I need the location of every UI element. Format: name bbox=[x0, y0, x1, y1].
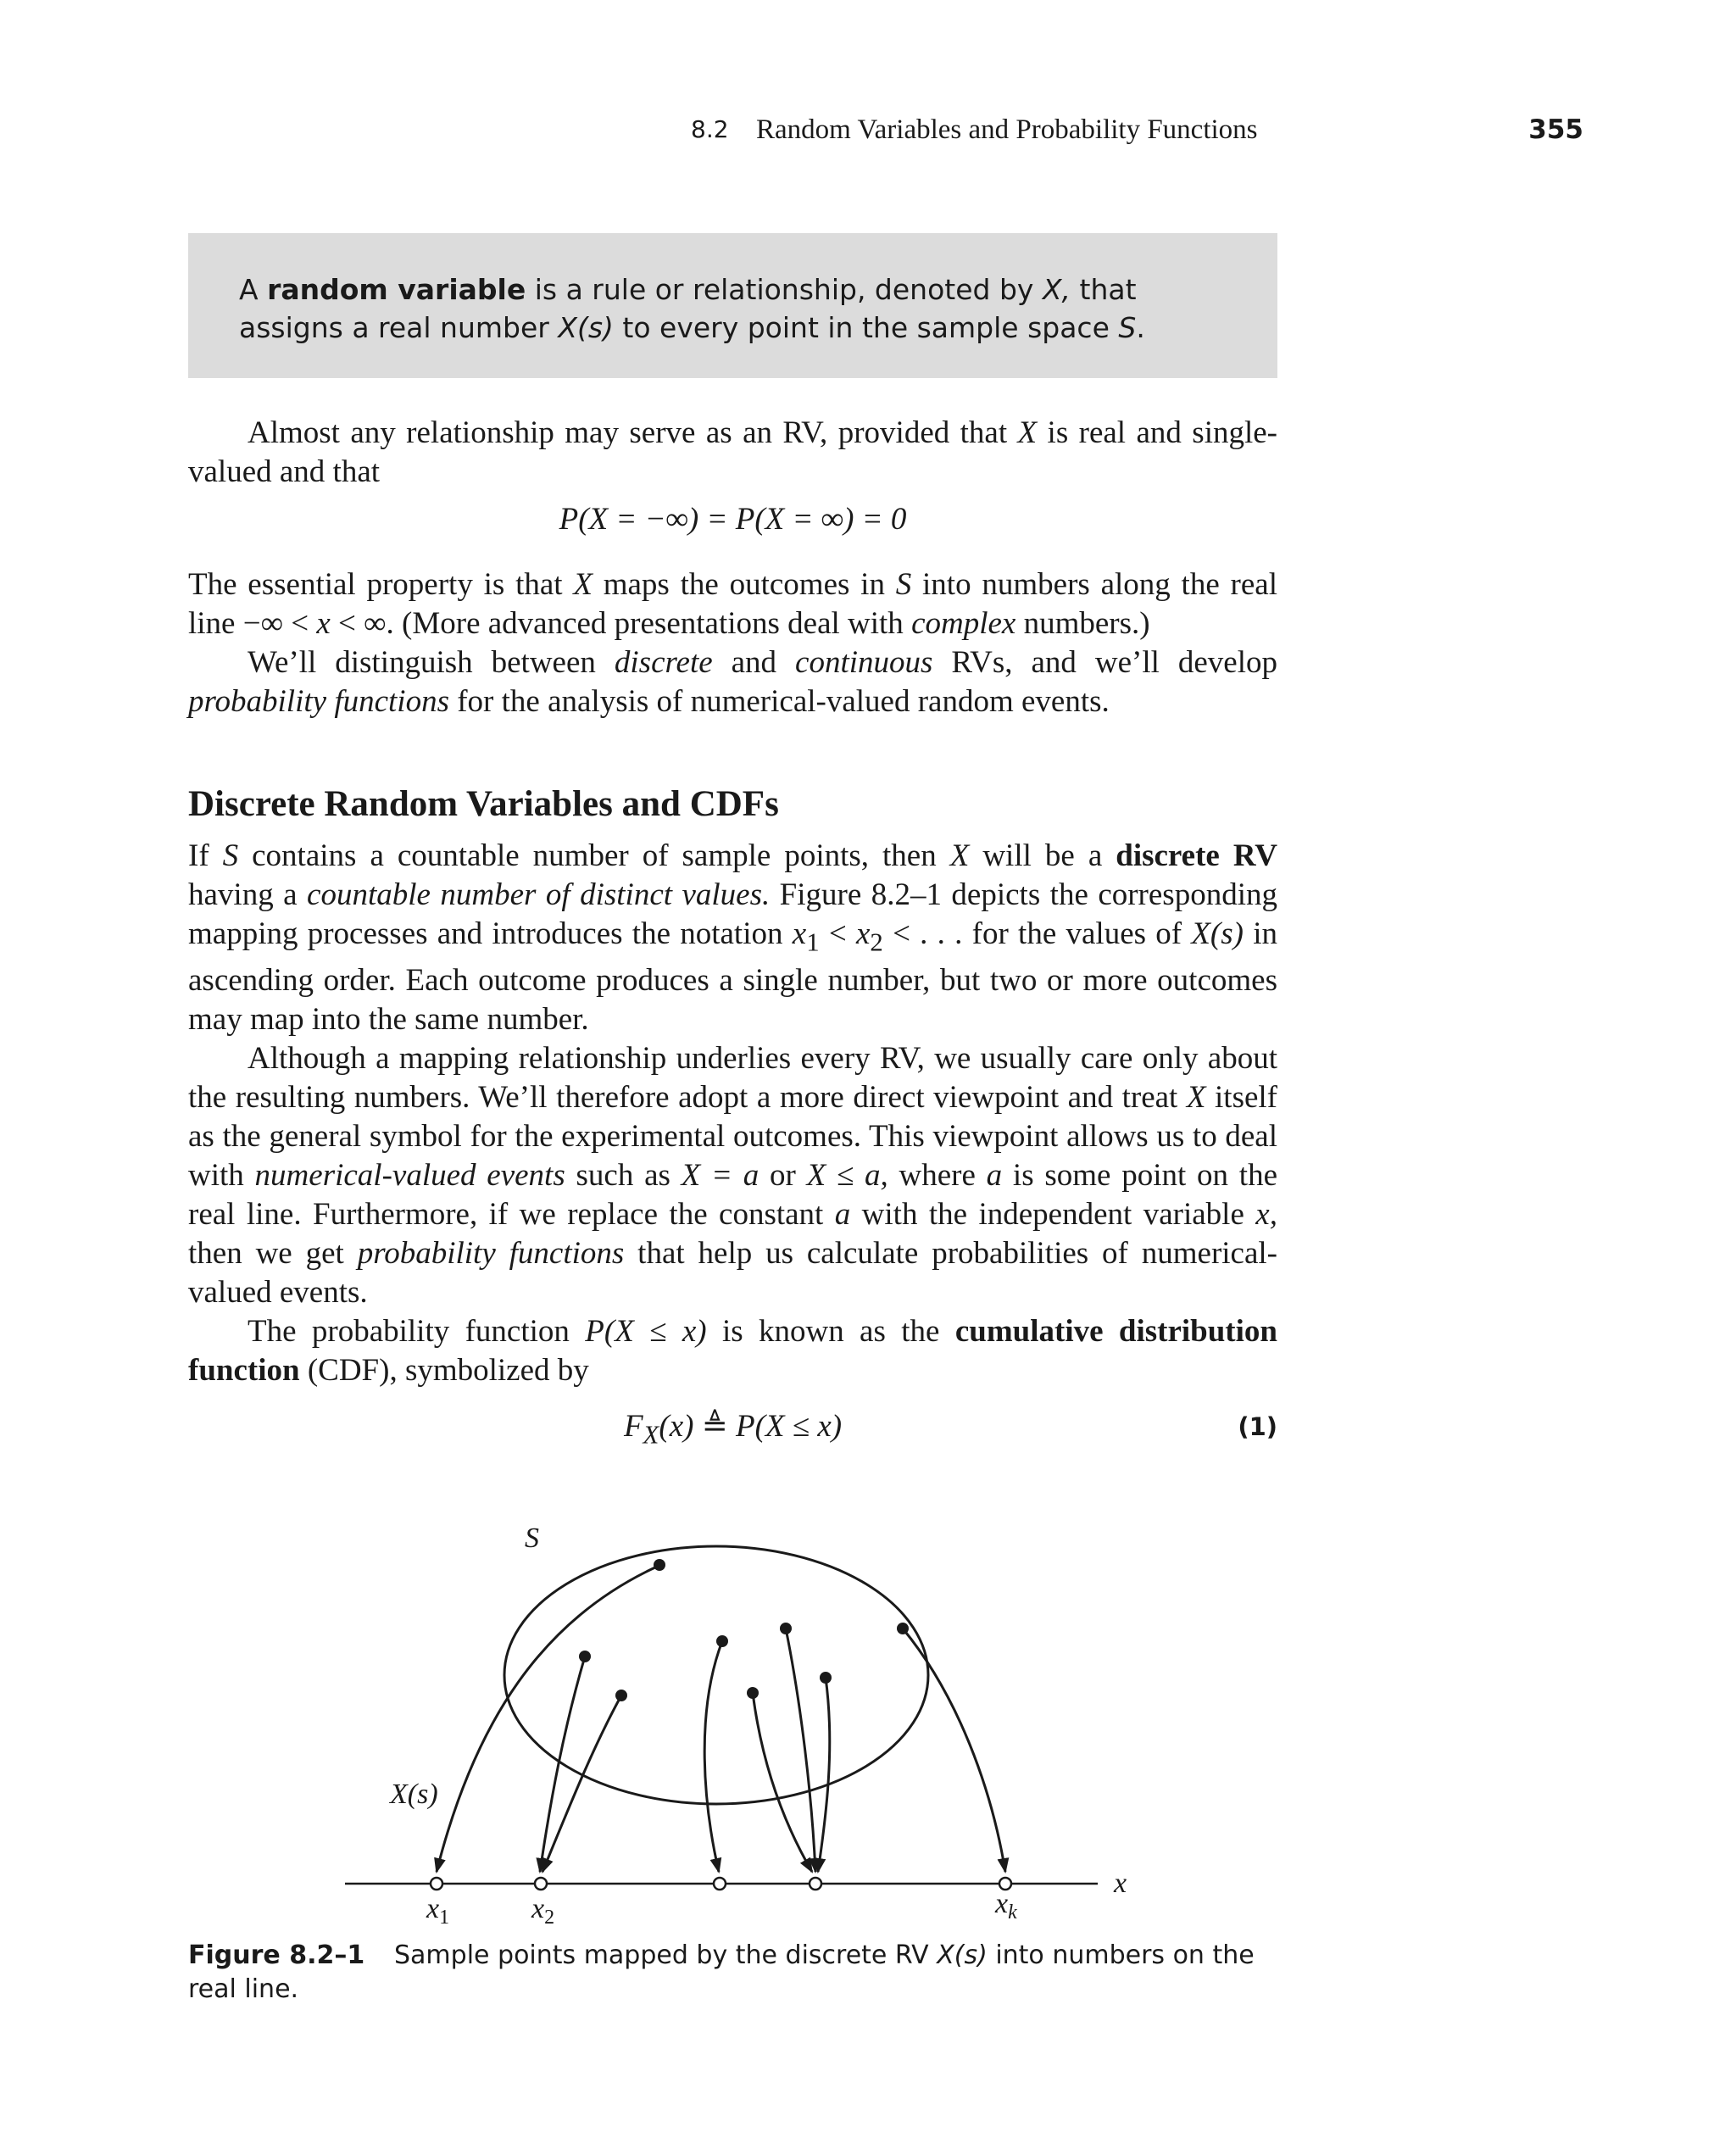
symbol-Xs: X(s) bbox=[1191, 916, 1244, 951]
caption-text: Sample points mapped by the discrete RV bbox=[394, 1940, 938, 1970]
caption-text: into numbers on the real line. bbox=[188, 1940, 1255, 2004]
text: and bbox=[712, 645, 796, 680]
section-number: 8.2 bbox=[691, 115, 729, 143]
symbol-X: X, bbox=[1042, 273, 1071, 306]
definition-text: is a rule or relationship, denoted by bbox=[526, 273, 1043, 306]
figure-label: Figure 8.2–1 bbox=[188, 1940, 365, 1970]
text: maps the outcomes in bbox=[592, 567, 896, 602]
eq-arg: (x) bbox=[659, 1409, 702, 1444]
text: with the independent variable bbox=[850, 1197, 1256, 1233]
emphasis: numerical-valued events bbox=[254, 1158, 565, 1194]
text: for the analysis of numerical-valued random events. bbox=[448, 684, 1110, 719]
symbol-S: S bbox=[222, 838, 239, 873]
value-point bbox=[810, 1878, 821, 1890]
section-title: Random Variables and Probability Functions bbox=[756, 114, 1258, 145]
label-x-axis: x bbox=[1114, 1868, 1127, 1899]
definition-text: A bbox=[239, 273, 268, 306]
text: Figure 8.2–1 depicts the corresponding mapping processes and introduces the notation bbox=[188, 877, 1277, 951]
sample-point bbox=[820, 1672, 832, 1684]
text: in ascending order. Each outcome produces a single number, but two or more outcomes may map into the same number. bbox=[188, 916, 1278, 1038]
text: The probability function bbox=[248, 1314, 586, 1350]
symbol-x1: x bbox=[792, 916, 807, 951]
text: < ∞. (More advanced presentations deal with bbox=[330, 606, 912, 641]
text: RVs, and we’ll develop bbox=[932, 645, 1278, 680]
eq-defined-as: ≜ bbox=[701, 1409, 728, 1444]
emphasis: countable number of distinct values. bbox=[307, 877, 771, 912]
text: Almost any relationship may serve as an RV, provided that bbox=[248, 415, 1018, 450]
definition-text: that assigns a real number bbox=[239, 273, 1137, 344]
symbol-x: x, bbox=[1255, 1197, 1277, 1233]
text: is known as the bbox=[706, 1314, 955, 1350]
text: will be a bbox=[969, 838, 1116, 873]
text: The essential property is that bbox=[188, 567, 574, 602]
definition-text: . bbox=[1136, 311, 1145, 344]
label-xk: $x_k$ bbox=[995, 1888, 1017, 1924]
symbol-x2: x bbox=[855, 916, 871, 951]
text: is some point on the real line. Furthermore, if we replace the constant bbox=[188, 1158, 1277, 1233]
term: discrete RV bbox=[1116, 838, 1277, 873]
equation-text: P(X = −∞) = P(X = ∞) = 0 bbox=[559, 502, 907, 537]
symbol-S: S bbox=[895, 567, 912, 602]
mapping-arrow bbox=[903, 1628, 1005, 1872]
value-point bbox=[535, 1878, 547, 1890]
label-x1: $x_1$ bbox=[426, 1893, 450, 1929]
sample-point bbox=[615, 1690, 627, 1701]
emphasis: continuous bbox=[795, 645, 933, 680]
text: into numbers along the real line −∞ < bbox=[188, 567, 1277, 641]
eq-subscript: X bbox=[643, 1420, 659, 1450]
symbol-X: X bbox=[1017, 415, 1038, 450]
sample-point bbox=[654, 1559, 665, 1571]
figure-caption bbox=[188, 1939, 1290, 2007]
text: We’ll distinguish between bbox=[248, 645, 615, 680]
text: itself as the general symbol for the experimental outcomes. This viewpoint allows us to deal with bbox=[188, 1080, 1278, 1194]
symbol-a: a bbox=[986, 1158, 1003, 1194]
symbol-x: x bbox=[316, 606, 331, 641]
label-x2: $x_2$ bbox=[531, 1893, 555, 1929]
symbol-X: X bbox=[1186, 1080, 1206, 1116]
sample-point bbox=[747, 1687, 759, 1699]
mapping-arrow bbox=[786, 1628, 815, 1872]
mapping-arrow bbox=[704, 1641, 722, 1872]
text: is real and single-valued and that bbox=[188, 415, 1278, 489]
text: that help us calculate probabilities of numerical-valued events. bbox=[188, 1236, 1278, 1311]
value-point bbox=[714, 1878, 726, 1890]
symbol-a: a bbox=[834, 1197, 851, 1233]
definition-text: to every point in the sample space bbox=[613, 311, 1119, 344]
math: X ≤ a, bbox=[806, 1158, 888, 1194]
text: contains a countable number of sample points, then bbox=[238, 838, 950, 873]
eq-rhs: P(X ≤ x) bbox=[727, 1409, 843, 1444]
label-Xs: X(s) bbox=[390, 1779, 438, 1810]
term: cumulative distribution function bbox=[188, 1314, 1277, 1389]
symbol-S: S bbox=[1118, 311, 1137, 344]
text: < bbox=[819, 916, 856, 951]
math: X = a bbox=[681, 1158, 760, 1194]
emphasis: probability functions bbox=[357, 1236, 625, 1272]
symbol-X: X bbox=[949, 838, 970, 873]
text: having a bbox=[188, 877, 308, 912]
text: numbers.) bbox=[1015, 606, 1150, 641]
eq-F: F bbox=[623, 1409, 643, 1444]
text: If bbox=[188, 838, 223, 873]
mapping-arrow bbox=[753, 1693, 812, 1872]
subscript: 2 bbox=[870, 927, 883, 957]
text: or bbox=[759, 1158, 807, 1194]
page-number: 355 bbox=[1528, 114, 1583, 145]
text: (CDF), symbolized by bbox=[299, 1353, 589, 1389]
value-point bbox=[431, 1878, 442, 1890]
definition-term: random variable bbox=[267, 273, 526, 306]
symbol-Xs: X(s) bbox=[937, 1940, 988, 1970]
text: Although a mapping relationship underlies every RV, we usually care only about the resulting numbers. We’ll therefore adopt a more direct viewpoint and treat bbox=[188, 1041, 1277, 1116]
text: < . . . for the values of bbox=[882, 916, 1192, 951]
text: such as bbox=[565, 1158, 682, 1194]
sample-space-ellipse bbox=[504, 1546, 928, 1804]
text: then we get bbox=[188, 1236, 358, 1272]
sample-point bbox=[579, 1651, 591, 1662]
symbol-Xs: X(s) bbox=[558, 311, 614, 344]
emphasis: discrete bbox=[614, 645, 713, 680]
label-S: S bbox=[525, 1523, 539, 1554]
section-heading: Discrete Random Variables and CDFs bbox=[188, 784, 779, 824]
emphasis: probability functions bbox=[188, 684, 449, 719]
equation-number: (1) bbox=[1238, 1412, 1277, 1441]
subscript: 1 bbox=[806, 927, 820, 957]
text: where bbox=[887, 1158, 987, 1194]
math: P(X ≤ x) bbox=[585, 1314, 707, 1350]
mapping-arrow bbox=[818, 1678, 830, 1872]
sample-point bbox=[897, 1623, 909, 1634]
symbol-X: X bbox=[573, 567, 593, 602]
emphasis: complex bbox=[911, 606, 1016, 641]
sample-point bbox=[780, 1623, 792, 1634]
sample-point bbox=[716, 1635, 728, 1647]
